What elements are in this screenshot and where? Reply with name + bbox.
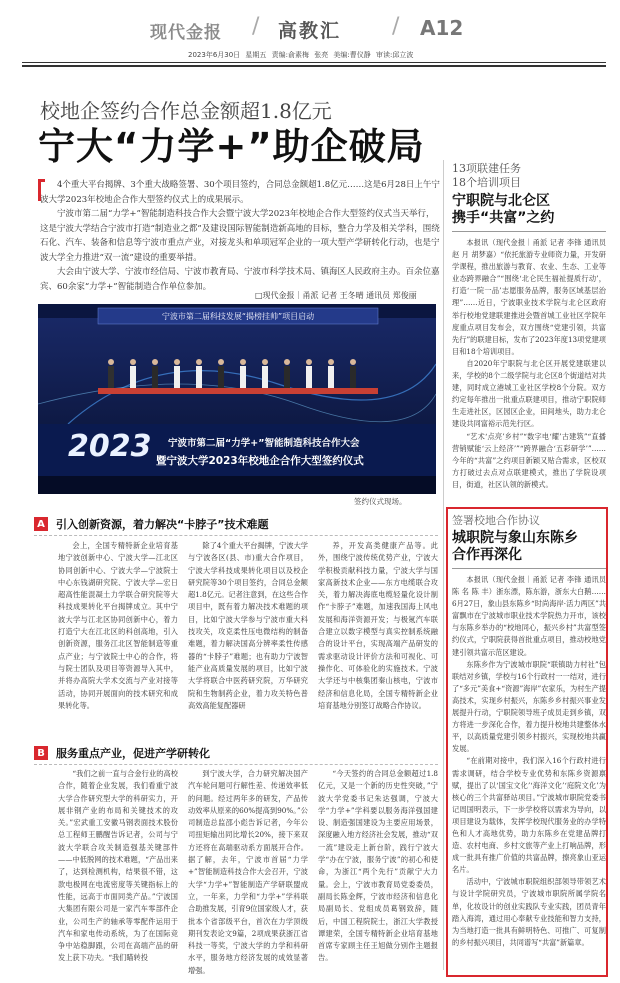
section-b-header bbox=[34, 745, 210, 761]
sidebar1-body bbox=[452, 237, 606, 491]
column-divider bbox=[443, 160, 444, 970]
section-a-columns bbox=[58, 540, 438, 740]
section-divider bbox=[34, 764, 438, 765]
text-column bbox=[188, 540, 308, 740]
section-b-columns bbox=[58, 768, 438, 973]
article-byline: □现代金报｜甬派 记者 王冬晴 通讯员 郑俊丽 bbox=[255, 291, 417, 300]
slash-divider: / bbox=[252, 14, 260, 39]
paragraph: 本报讯（现代金报｜甬派 记者 李锋 通讯员 陈 名 陈 丰）浙东漂，陈东游，浙东大白鹅……6月27日，象山县东陈乡“时尚海岸·活力两区”共富飘市在宁波城市职业技术学院热力开市，该校与东陈乡举办的“校地同心，振兴乡村”共富型签约仪式，宁职院获得首批重点项目，推动校地党建引领共富示范区建设。 bbox=[452, 575, 606, 657]
paragraph: 养，开发高类健康产品等。此外，围绕宁波传统优势产业，宁波大学积极贡献科技力量，宁波大学与国家高新技术企业——东方电缆联合攻关，着力解决海底电缆轻量化设计制作“卡脖子”难题，加速我国海上风电发展和海洋资源开发；与极氪汽车联合建立以数字模型与真实控制系统融合的设计平台，实现高端产品研发的需求驱动设计评价方法和可视化、可操作化、可体验化的实施技术。宁波大学还与中核集团秦山核电，宁波市经济和信息化局，全国专精特新企业培育基地分别签订战略合作协议。 bbox=[318, 541, 438, 710]
paragraph: 本报讯（现代金报｜甬派 记者 李锋 通讯员 赵 月 胡梦嘉）“依托旅游专业师资力量，开发研学课程，推出旅游与教育、农业、生态、工业等业态跨界融合”“围绕‘北仑民生福祉提质行动’，打造‘一院一品’志愿服务品牌，服务区域基层治理”……近日，宁波职业技术学院与北仑区政府举行校地党建联建推进会暨首城工业社区学院年度重点项目发布会，双方围绕“党建引领，共富先行”的联建目标，发布了2023年度13项党建项目和18个培训项目。 bbox=[452, 238, 606, 356]
sidebar2-title: 合作再深化 bbox=[452, 547, 522, 563]
paragraph: “艺术‘点亮’乡村”“数字电‘耀’古建筑”“直播营销赋能‘云上经济’”“跨界融合‘五彩研学’”……今年的“共富”之约项目新颖又贴合需求，区校双方打破过去点对点联建模式，推出了学院设项目，街道，社区认领的新模式。 bbox=[452, 431, 606, 489]
stage-illustration bbox=[38, 304, 436, 494]
text-column bbox=[318, 540, 438, 740]
event-photo bbox=[38, 304, 436, 494]
sidebar1-title: 宁职院与北仑区 bbox=[452, 193, 550, 209]
issue-meta: 2023年6月30日 星期五 责编:俞素梅 张亮 美编:曹仪静 审读:邱立波 bbox=[188, 51, 414, 59]
paragraph: “我们之前一直与合金行业的高校合作，随着企业发展，我们看重宁波大学合作研究型大学的科研实力，开展非钢产业的布局和关键技术的攻关。”宏武重工安徽马钢表面技术股份总工程师王鹏醒告诉记者，公司与宁波大学联合攻关制造强基关键部件——中低脱网的技术难题，“产品出来了，达到检测机构，结果很不错，这款电极网在电流密度等关键指标上的性能，远高于市面同类产品。”宁波国大集团有限公司是一家汽车零部件企业，公司生产的轴承等零配件运用于汽车和家电传动系统，为了在国际竞争中站稳脚跟，公司在高端产品的研发上获下功夫。“我们瞄转投 bbox=[58, 769, 178, 963]
header-rule bbox=[22, 62, 606, 63]
masthead bbox=[0, 0, 620, 62]
paragraph: 活动中，宁波城市职院组织部领导带领艺术与设计学院研究员，宁波城市职院所属学院名单，化妆设计的创业实践队专业实践，团员青年踏入海湾，通过用心奉献专业技能和智力支持，为当地打造一批具有鲜明特色、可推广、可复制的乡村振兴项目，共同谱写“共富”新篇章。 bbox=[452, 877, 606, 947]
article-headline: 宁大“力学+”助企破局 bbox=[38, 125, 425, 168]
photo-banner: 宁波市第二届科技发展“揭榜挂帅”项目启动 bbox=[161, 312, 315, 321]
article-kicker: 校地企签约合作总金额超1.8亿元 bbox=[40, 99, 332, 123]
sidebar2-title: 城职院与象山东陈乡 bbox=[452, 530, 578, 546]
paragraph: “在前期对接中，我们深入16个行政村进行需求调研，结合学校专业优势和东陈乡资源禀赋，提出了以‘国宝文化’‘海洋文化’‘庭院文化’为核心的三个共富驿站项目。”宁波城市职院党委书记周国明表示，下一步学校将以需求为导向，以项目建设为载体，发挥学校现代服务业的办学特色和人才高地优势，助力东陈乡在党建品牌打造、农村电商、乡村文旅等产业上打响品牌，形成一批具有推广价值的共富品牌，擦亮象山亚运名片。 bbox=[452, 756, 606, 875]
sidebar2-kicker: 签署校地合作协议 bbox=[452, 514, 540, 527]
page-number: A12 bbox=[420, 16, 464, 40]
lead-paragraph: 宁波市第二届“力学+”智能制造科技合作大会暨宁波大学2023年校地企合作大型签约仪式当天举行，这是宁波大学结合宁波市打造“制造业之都”及建设国际智能制造新高地的目标，整合力学及相关学科，围绕石化、汽车、装备和信息等宁波市重点产业，对接龙头和单项冠军企业的一项大型产学研转化行动，也是宁波大学全力推进“双一流”建设的重要举措。 bbox=[40, 209, 440, 263]
section-a-title: 引入创新资源，着力解决“卡脖子”技术难题 bbox=[56, 518, 269, 531]
slash-divider: / bbox=[392, 14, 400, 39]
paragraph: 自2020年宁职院与北仑区开展党建联建以来，学校的8个二级学院与北仑区8个街道结对共建，同时成立港城工业社区学校8个分院。双方约定每年推出一批重点联建项目，推动宁职院师生走进社区，区园区企业，田间地头，助力北仑建设共同富裕示范先行区。 bbox=[452, 358, 606, 429]
text-column bbox=[318, 768, 438, 973]
section-b-title: 服务重点产业，促进产学研转化 bbox=[56, 747, 210, 760]
sidebar2-body bbox=[452, 574, 606, 949]
text-column bbox=[58, 768, 178, 973]
photo-caption: 签约仪式现场。 bbox=[354, 497, 407, 506]
section-b-badge: B bbox=[34, 746, 48, 760]
section-name: 高教汇 bbox=[278, 20, 342, 42]
sidebar1-kicker: 18个培训项目 bbox=[452, 176, 521, 189]
photo-stage-line1: 宁波市第二届“力学+”智能制造科技合作大会 bbox=[168, 438, 360, 449]
sidebar1-title: 携手“共富”之约 bbox=[452, 210, 555, 226]
section-a-badge: A bbox=[34, 517, 48, 531]
photo-stage-line2: 暨宁波大学2023年校地企合作大型签约仪式 bbox=[156, 455, 364, 467]
paragraph: 到宁波大学，合力研究解决国产汽车轮问题可行解性差、传递效率低的问题。经过两年多的研发，产品传动效率从原来的60%提高到90%。”公司制造总监邵小彪告诉记者，今年公司扭矩输出同比增长20%，接下来双方还将在高端驱动系方面展开合作。据了解，去年，宁波市首届“力学+”智能制造科技合作大会召开，宁波大学“力学+”智能制造产学研联盟成立，一年来，力学和“力学+”学科联合助推发展，引育9位国家级人才，获批本个省部级平台，首次在力学顶级期刊发表论文9篇，2项成果获浙江省科技一等奖，宁波大学的力学和科研水平，服务地方经济发展的成效显著增强。 bbox=[188, 769, 308, 975]
paragraph: 会上，全国专精特新企业培育基地宁波创新中心、宁波大学—江北区协同创新中心、宁波大学—宁波院士中心东钱湖研究院、宁波大学—宏日超高性能混凝土力学联合研究院等大科技成果转化平台揭牌成立。其中宁波大学与江北区协同创新中心，着力打造宁大在江北区的科创高地，引入创新资源，服务江北区智能制造等重点产业；与宁波院士中心的合作，将与院士团队及项目等资源导入其中，并将办高院大学术交流与产业对接等活动，协同开展面向的技术研究和成果转化等。 bbox=[58, 541, 178, 710]
photo-year: 2023 bbox=[68, 429, 152, 464]
sidebar-article-2 bbox=[452, 514, 606, 972]
paragraph: 除了4个重大平台揭牌，宁波大学与宁波各区(县、市)重大合作项目，宁波大学科技成果转化项目以及校企研究院等30个项目签约，合同总金额超1.8亿元。记者注意到，在这些合作项目中，既有着力解决技术难题的项目，比如宁波大学参与宁波市重大科技攻关，攻克柔性压电微结构的制备难题，着力解决国高分辨率柔性传感器的“卡脖子”难题；也有助力宁波智能产业高质量发展的项目，比如宁波大学将联合中医药研究院，万华研究院和生物制药企业，着力攻关特色普高效高能复配器研 bbox=[188, 541, 308, 710]
text-column bbox=[188, 768, 308, 973]
sidebar1-kicker: 13项联建任务 bbox=[452, 162, 521, 175]
section-a-header bbox=[34, 516, 268, 532]
sidebar1-rule bbox=[452, 231, 606, 232]
sidebar-article-1 bbox=[452, 162, 606, 502]
lead-paragraph: 大会由宁波大学、宁波市经信局、宁波市教育局、宁波市科学技术局、镇海区人民政府主办。百余位嘉宾、60余家“力学+”智能制造合作单位参加。 bbox=[40, 267, 440, 292]
header-rule bbox=[22, 65, 606, 67]
article-lead bbox=[40, 178, 440, 294]
lead-paragraph: 4个重大平台揭牌、3个重大战略签署、30个项目签约，合同总金额超1.8亿元……这是6月28日上午宁波大学2023年校地企合作大型签约仪式上的成果展示。 bbox=[40, 180, 440, 205]
text-column bbox=[58, 540, 178, 740]
newspaper-brand: 现代金报 bbox=[150, 23, 222, 43]
paragraph: 东陈乡作为宁波城市职院“联镇助力村社”包联结对乡镇，学校与16个行政村一一结对，进行了“多元”美食+“资源”海岸”农家乐，为村生产提高技术，实现乡村振兴，东陈乡乡村振兴事业发展提升行动，宁职院领导班子成员走到乡镇，双方将进一步深化合作，着力提升校地共建整体水平，以高质量党建引领乡村振兴，实现校地共赢发展。 bbox=[452, 659, 606, 754]
section-divider bbox=[34, 535, 438, 536]
sidebar2-rule bbox=[452, 568, 606, 569]
paragraph: “今天签约的合同总金额超过1.8亿元，又是一个新的历史性突破，”宁波大学党委书记朱达强调，宁波大学“力学+”学科要以服务海洋强国建设、制造强国建设为主要应用场景，深度融入地方经济社会发展，推动“双一流”建设走上新台阶，践行宁波大学“办在宁波，服务宁波”的初心和使命，为浙江“两个先行”贡献宁大力量。会上，宁波市教育局党委委员，副局长陈金辉，宁波市经济和信息化局副局长、党组成员葛钢致辞，随后，中国工程院院士，浙江大学教授谭建荣，全国专精特新企业培育基地首席专家顾主任王旭做分别作主题报告。 bbox=[318, 769, 438, 963]
